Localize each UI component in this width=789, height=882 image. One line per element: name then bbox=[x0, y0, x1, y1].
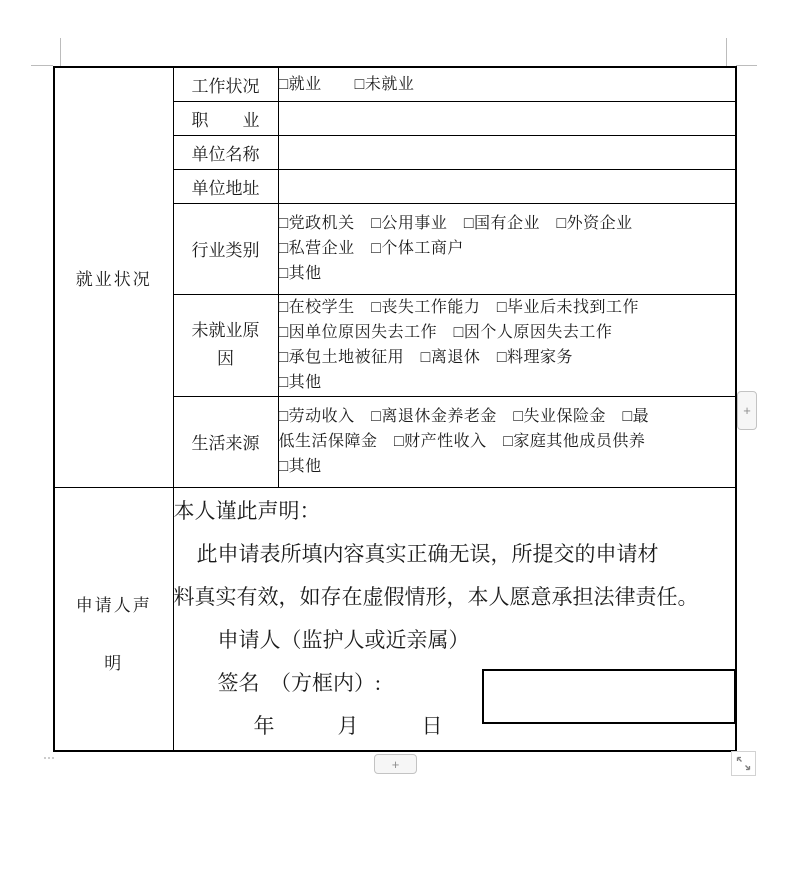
unemployment-reason-label-line: 因 bbox=[217, 349, 234, 368]
label-employer-address: 单位地址 bbox=[173, 169, 278, 203]
label-income-source: 生活来源 bbox=[173, 396, 278, 487]
insert-row-side-button[interactable] bbox=[737, 391, 757, 430]
label-industry-category: 行业类别 bbox=[173, 203, 278, 294]
unemployment-reason-checkbox-line[interactable]: □承包土地被征用 □离退休 □料理家务 bbox=[278, 349, 573, 366]
plus-icon: + bbox=[743, 403, 751, 418]
declaration-content-cell bbox=[173, 487, 736, 751]
label-employer-name: 单位名称 bbox=[173, 135, 278, 169]
label-work-status: 工作状况 bbox=[173, 67, 278, 101]
section-header-applicant-declaration bbox=[54, 487, 173, 751]
work-status-checkbox-line[interactable]: □就业 □未就业 bbox=[278, 75, 415, 93]
margin-guide-top-right-horizontal bbox=[736, 65, 757, 66]
unemployment-reason-checkbox-line[interactable]: □在校学生 □丧失工作能力 □毕业后未找到工作 bbox=[278, 299, 639, 316]
industry-checkbox-line[interactable]: □党政机关 □公用事业 □国有企业 □外资企业 bbox=[278, 215, 633, 232]
plus-icon: + bbox=[391, 756, 400, 772]
section-header-employment-status: 就业状况 bbox=[54, 67, 173, 487]
income-source-checkbox-line[interactable]: □劳动收入 □离退休金养老金 □失业保险金 □最 bbox=[278, 408, 650, 425]
label-occupation: 职 业 bbox=[173, 101, 278, 135]
unemployment-reason-checkbox-line[interactable]: □其他 bbox=[278, 374, 322, 391]
unemployment-reason-label-line: 未就业原 bbox=[191, 321, 260, 340]
industry-checkbox-line[interactable]: □其他 bbox=[278, 265, 322, 282]
work-status-options[interactable] bbox=[278, 67, 736, 101]
margin-mark-bottom-left bbox=[44, 752, 54, 759]
industry-options-cell[interactable] bbox=[278, 203, 736, 294]
diagonal-resize-icon bbox=[735, 755, 752, 772]
declaration-date-line: 年 月 日 bbox=[253, 713, 443, 738]
margin-guide-top-left-vertical bbox=[60, 38, 61, 66]
insert-row-bottom-button[interactable] bbox=[374, 754, 417, 774]
declaration-signer-line: 申请人（监护人或近亲属） bbox=[217, 627, 470, 652]
declaration-body-line: 料真实有效，如存在虚假情形，本人愿意承担法律责任。 bbox=[173, 584, 699, 609]
table-row bbox=[54, 487, 736, 751]
label-unemployment-reason bbox=[173, 294, 278, 396]
income-source-checkbox-line[interactable]: □其他 bbox=[278, 458, 322, 475]
applicant-declaration-heading bbox=[55, 545, 173, 693]
employer-address-input-cell[interactable] bbox=[278, 169, 736, 203]
table-row bbox=[54, 67, 736, 101]
application-form-table bbox=[53, 66, 737, 752]
signature-box[interactable] bbox=[482, 669, 736, 724]
margin-guide-top-right-vertical bbox=[726, 38, 727, 66]
income-source-checkbox-line[interactable]: 低生活保障金 □财产性收入 □家庭其他成员供养 bbox=[278, 433, 646, 450]
declaration-heading-line: 申请人声 bbox=[75, 595, 152, 615]
declaration-opening: 本人谨此声明： bbox=[173, 498, 321, 523]
employer-name-input-cell[interactable] bbox=[278, 135, 736, 169]
declaration-heading-line: 明 bbox=[104, 653, 124, 673]
table-resize-handle[interactable] bbox=[731, 751, 756, 776]
unemployment-reason-options-cell[interactable] bbox=[278, 294, 736, 396]
occupation-input-cell[interactable] bbox=[278, 101, 736, 135]
industry-checkbox-line[interactable]: □私营企业 □个体工商户 bbox=[278, 240, 464, 257]
declaration-body-line: 此申请表所填内容真实正确无误，所提交的申请材 bbox=[196, 541, 659, 566]
income-source-options-cell[interactable] bbox=[278, 396, 736, 487]
margin-guide-top-left-horizontal bbox=[31, 65, 53, 66]
declaration-sign-instruction: 签名 （方框内）: bbox=[217, 670, 381, 695]
unemployment-reason-checkbox-line[interactable]: □因单位原因失去工作 □因个人原因失去工作 bbox=[278, 324, 613, 341]
